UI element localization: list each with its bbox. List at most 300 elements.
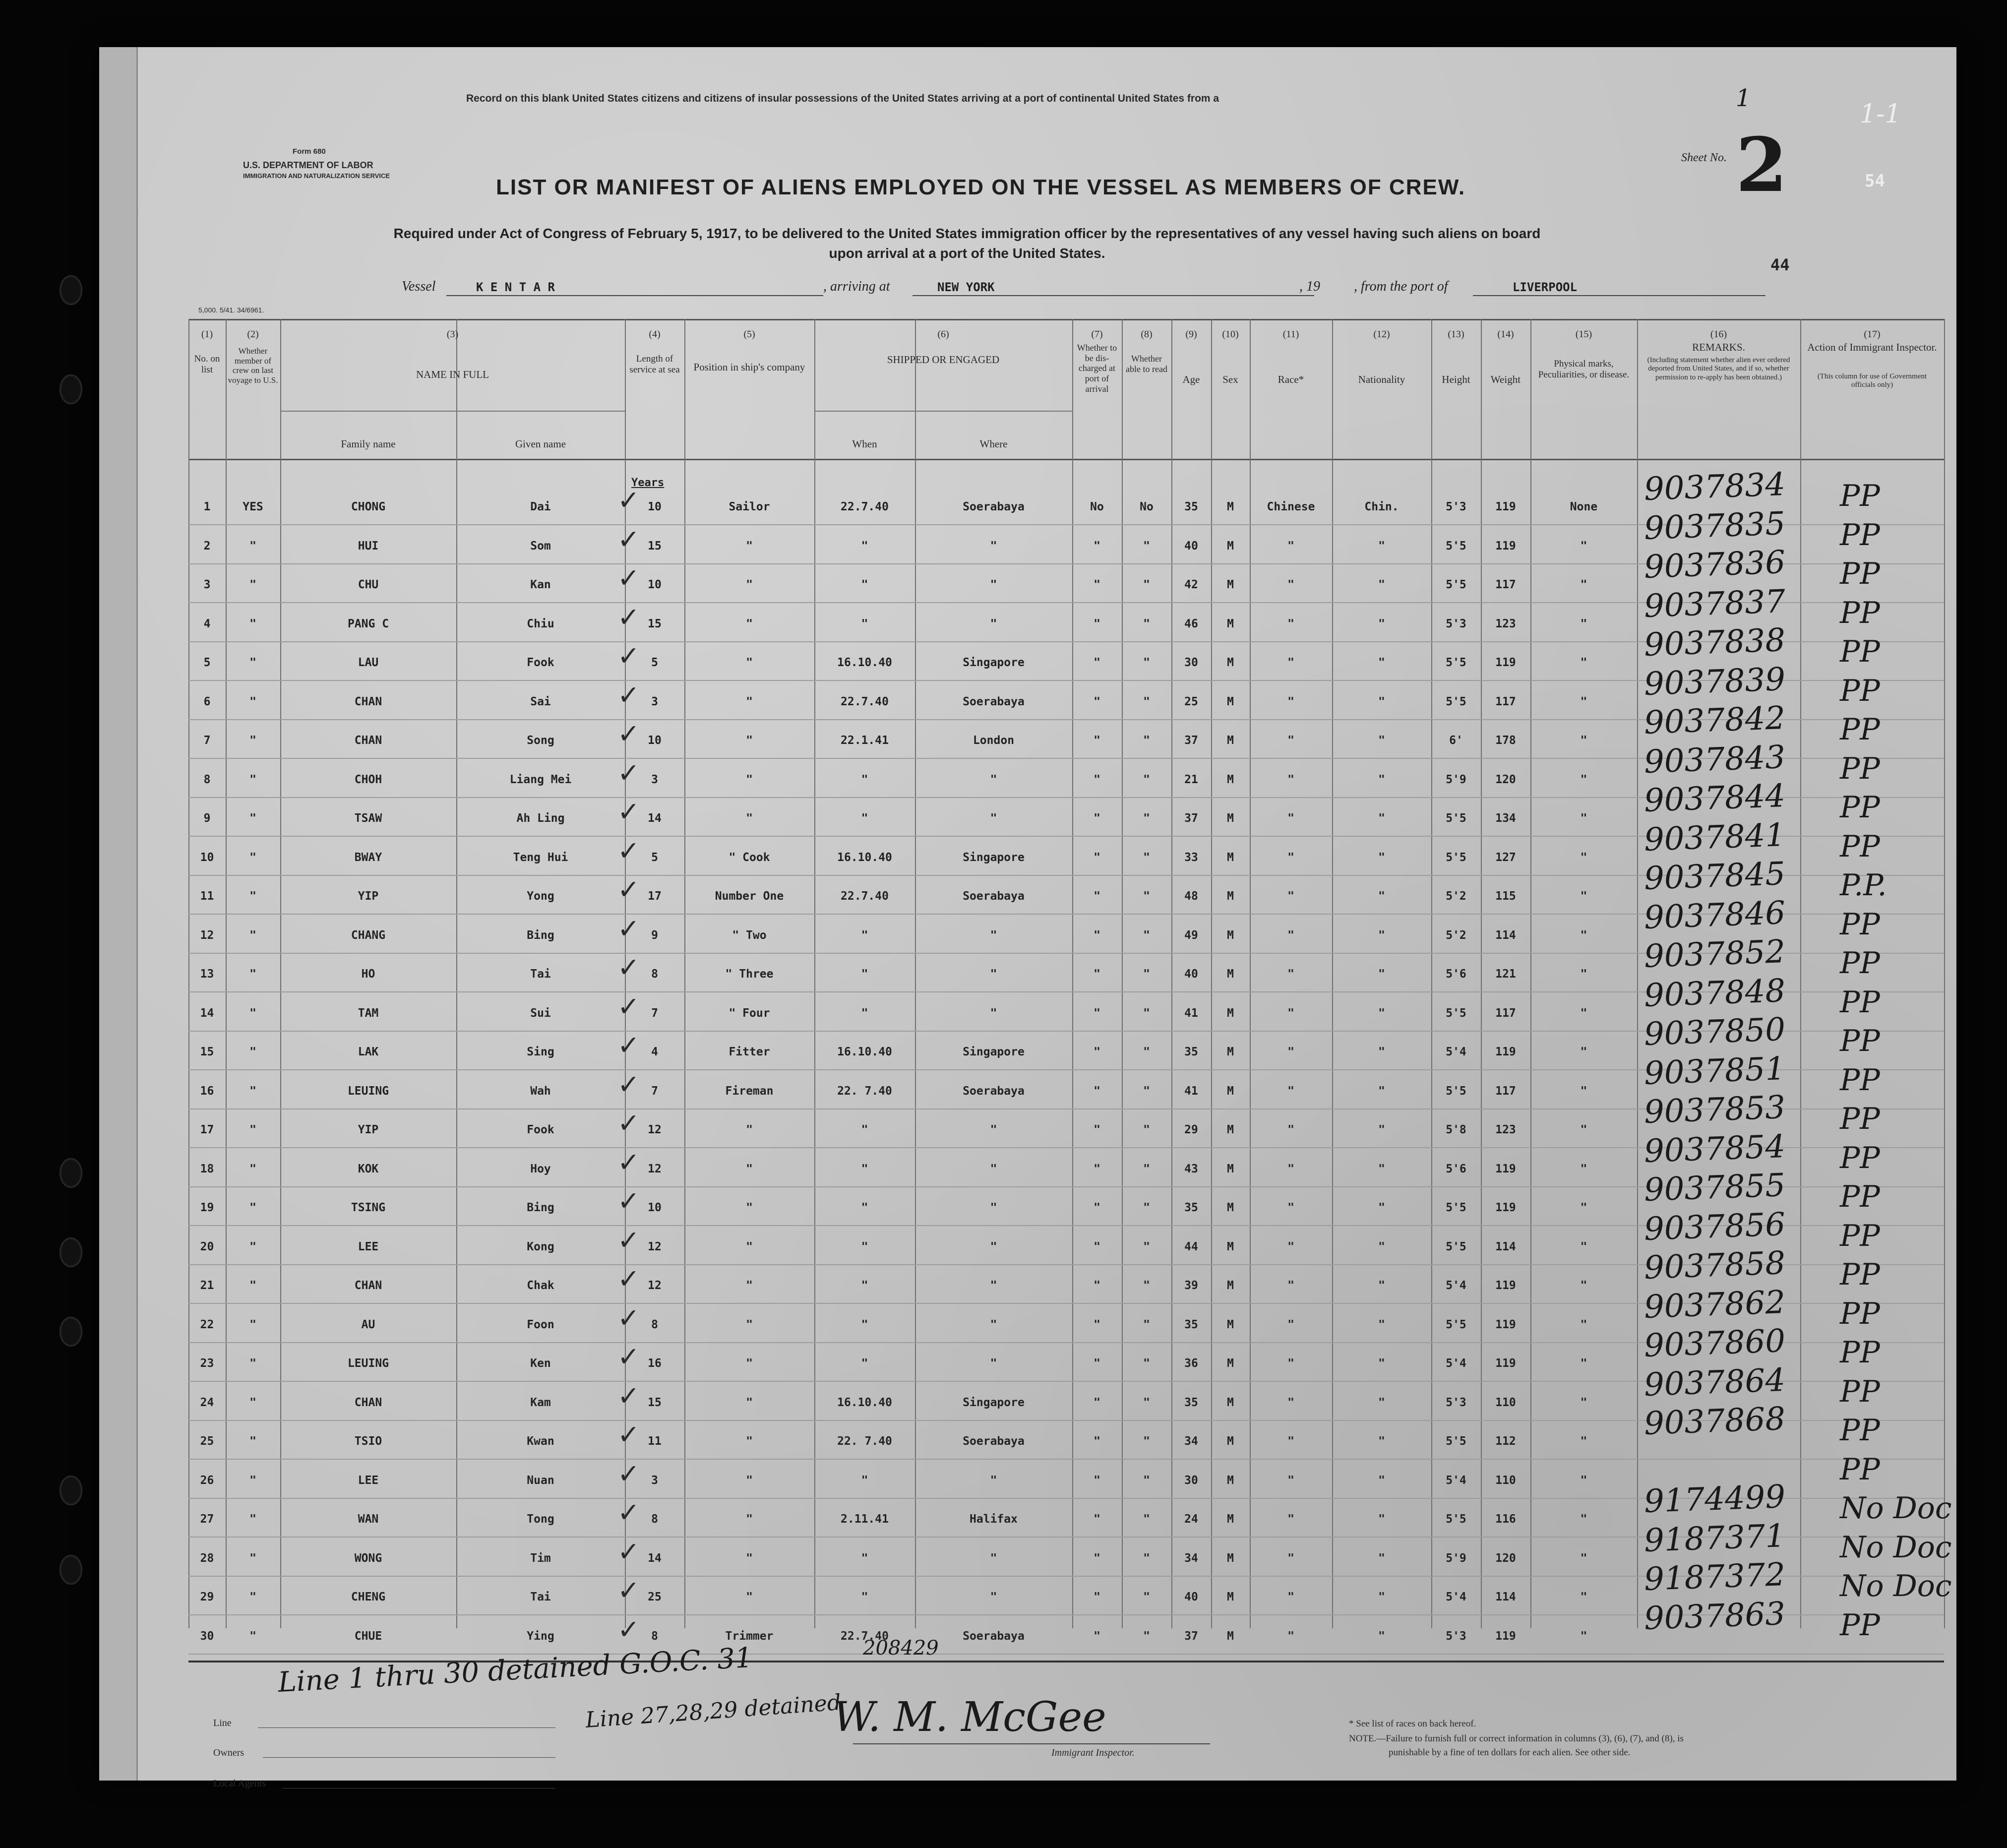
cell-sex: M (1227, 968, 1234, 981)
cell-shipped-where: " (990, 617, 997, 630)
cell-length-of-service: 14 (648, 812, 662, 825)
cell-age: 35 (1184, 1318, 1198, 1331)
cell-nationality: " (1378, 1006, 1385, 1020)
check-mark-icon: ✓ (617, 523, 640, 555)
header-previous-voyage: Whether member of crew on last voyage to U.S. (228, 346, 278, 385)
cell-age: 46 (1184, 617, 1198, 630)
colnum-4: (4) (649, 329, 661, 340)
cell-able-to-read: " (1143, 1357, 1150, 1370)
cell-row-number: 5 (203, 656, 211, 669)
cell-physical-marks: " (1580, 1551, 1587, 1565)
cell-age: 33 (1184, 851, 1198, 864)
cell-able-to-read: " (1143, 1318, 1150, 1331)
cell-row-number: 20 (200, 1240, 214, 1253)
cell-previous-voyage: " (249, 617, 256, 630)
cell-family-name: AU (361, 1318, 375, 1331)
cell-previous-voyage: " (249, 695, 256, 708)
cell-shipped-when: " (861, 1162, 868, 1175)
cell-shipped-when: " (861, 1201, 868, 1214)
cell-inspector-action: PP (1840, 1179, 1880, 1214)
cell-length-of-service: 9 (651, 928, 658, 942)
punch-hole (60, 1237, 82, 1267)
requirement-line-2: upon arrival at a port of the United States. (829, 246, 1105, 261)
cell-age: 48 (1184, 890, 1198, 903)
cell-length-of-service: 3 (651, 1474, 658, 1487)
cell-row-number: 23 (200, 1357, 214, 1370)
cell-physical-marks: " (1580, 968, 1587, 981)
cell-able-to-read: " (1143, 1474, 1150, 1487)
cell-shipped-where: " (990, 1474, 997, 1487)
cell-sex: M (1227, 1279, 1234, 1292)
cell-able-to-read: " (1143, 1551, 1150, 1565)
cell-shipped-when: " (861, 1357, 868, 1370)
cell-family-name: TSING (351, 1201, 386, 1214)
cell-age: 29 (1184, 1123, 1198, 1136)
cell-row-number: 30 (200, 1629, 214, 1643)
cell-sex: M (1227, 617, 1234, 630)
cell-race: " (1287, 578, 1294, 591)
cell-family-name: BWAY (354, 851, 382, 864)
cell-race: " (1287, 1006, 1294, 1020)
cell-position: " (746, 1357, 753, 1370)
cell-family-name: TSIO (354, 1435, 382, 1448)
check-mark-icon: ✓ (617, 796, 640, 827)
cell-physical-marks: " (1580, 851, 1587, 864)
line-label: Line (213, 1718, 232, 1728)
cell-height: 5'5 (1446, 1435, 1466, 1448)
cell-position: " (746, 1318, 753, 1331)
header-nationality: Nationality (1358, 373, 1405, 385)
header-where: Where (979, 438, 1008, 450)
cell-physical-marks: " (1580, 1474, 1587, 1487)
crew-table (188, 319, 1952, 1645)
margin-number-top: 54 (1865, 171, 1885, 191)
cell-nationality: " (1378, 539, 1385, 553)
cell-previous-voyage: " (249, 968, 256, 981)
cell-given-name: Bing (527, 1201, 554, 1214)
handwritten-detention-note-2: Line 27,28,29 detained (584, 1690, 842, 1733)
cell-nationality: " (1378, 968, 1385, 981)
cell-weight: 110 (1495, 1474, 1516, 1487)
cell-able-to-read: " (1143, 851, 1150, 864)
sheet-number: 2 (1736, 122, 1788, 209)
cell-previous-voyage: " (249, 851, 256, 864)
cell-height: 5'6 (1446, 968, 1466, 981)
cell-race: " (1287, 1046, 1294, 1058)
cell-shipped-where: " (990, 578, 997, 591)
colnum-9: (9) (1185, 329, 1197, 340)
cell-able-to-read: " (1143, 890, 1150, 903)
cell-remark-certificate: 9187372 (1643, 1556, 1786, 1598)
cell-row-number: 28 (200, 1551, 214, 1565)
cell-length-of-service: 12 (648, 1279, 662, 1292)
cell-given-name: Chak (527, 1279, 554, 1292)
cell-sex: M (1227, 1046, 1234, 1058)
cell-discharged: " (1094, 890, 1100, 903)
cell-shipped-where: Soerabaya (963, 890, 1025, 903)
cell-able-to-read: " (1143, 617, 1150, 630)
cell-inspector-action: PP (1840, 673, 1880, 708)
cell-able-to-read: " (1143, 1629, 1150, 1643)
cell-row-number: 19 (200, 1201, 214, 1214)
cell-physical-marks: " (1580, 1435, 1587, 1448)
cell-remark-certificate: 9037842 (1643, 700, 1786, 741)
cell-family-name: TAM (358, 1006, 379, 1020)
cell-previous-voyage: " (249, 890, 256, 903)
cell-inspector-action: PP (1840, 1374, 1880, 1409)
cell-age: 30 (1184, 656, 1198, 669)
colnum-7: (7) (1091, 329, 1103, 340)
cell-previous-voyage: " (249, 1396, 256, 1409)
cell-shipped-where: London (973, 734, 1015, 747)
cell-age: 35 (1184, 1046, 1198, 1058)
cell-height: 5'5 (1446, 695, 1466, 708)
cell-shipped-where: Soerabaya (963, 1629, 1025, 1643)
check-mark-icon: ✓ (617, 679, 640, 711)
cell-able-to-read: " (1143, 734, 1150, 747)
cell-sex: M (1227, 812, 1234, 825)
cell-sex: M (1227, 1318, 1234, 1331)
note-line-2: punishable by a fine of ten dollars for each alien. See other side. (1389, 1747, 1631, 1758)
cell-able-to-read: " (1143, 928, 1150, 942)
cell-discharged: " (1094, 812, 1100, 825)
cell-weight: 117 (1495, 578, 1516, 591)
cell-length-of-service: 17 (648, 890, 662, 903)
cell-length-of-service: 7 (651, 1006, 658, 1020)
header-position: Position in ship's company (693, 361, 805, 373)
cell-shipped-when: " (861, 1123, 868, 1136)
cell-shipped-when: 22. 7.40 (837, 1084, 892, 1098)
cell-weight: 119 (1495, 500, 1516, 513)
cell-height: 5'2 (1446, 890, 1466, 903)
cell-nationality: " (1378, 928, 1385, 942)
cell-length-of-service: 12 (648, 1240, 662, 1253)
cell-physical-marks: None (1570, 500, 1598, 513)
cell-weight: 114 (1495, 1591, 1516, 1603)
cell-age: 25 (1184, 695, 1198, 708)
cell-row-number: 29 (200, 1591, 214, 1603)
cell-length-of-service: 10 (648, 734, 662, 747)
cell-row-number: 2 (203, 539, 211, 553)
cell-row-number: 6 (203, 695, 211, 708)
cell-weight: 121 (1495, 968, 1516, 981)
cell-position: " (746, 578, 753, 591)
cell-given-name: Fook (527, 1123, 554, 1136)
cell-nationality: " (1378, 1551, 1385, 1565)
colnum-2: (2) (247, 329, 259, 340)
colnum-10: (10) (1222, 329, 1239, 340)
cell-given-name: Ying (527, 1629, 554, 1643)
cell-age: 40 (1184, 1591, 1198, 1603)
cell-weight: 123 (1495, 1123, 1516, 1136)
cell-weight: 123 (1495, 617, 1516, 630)
cell-length-of-service: 4 (651, 1046, 658, 1058)
cell-given-name: Tim (530, 1551, 551, 1565)
cell-given-name: Sai (530, 695, 551, 708)
cell-length-of-service: 25 (648, 1591, 662, 1603)
cell-age: 39 (1184, 1279, 1198, 1292)
cell-row-number: 8 (203, 773, 211, 786)
cell-nationality: " (1378, 1357, 1385, 1370)
cell-shipped-where: " (990, 1357, 997, 1370)
check-mark-icon: ✓ (617, 1341, 640, 1372)
margin-number-mid: 44 (1770, 255, 1790, 274)
cell-height: 5'5 (1446, 1201, 1466, 1214)
cell-race: " (1287, 1357, 1294, 1370)
cell-physical-marks: " (1580, 1162, 1587, 1175)
cell-shipped-where: " (990, 539, 997, 553)
cell-weight: 119 (1495, 1318, 1516, 1331)
cell-sex: M (1227, 695, 1234, 708)
cell-family-name: LEUING (347, 1357, 389, 1370)
cell-physical-marks: " (1580, 773, 1587, 786)
cell-weight: 119 (1495, 1629, 1516, 1643)
cell-age: 49 (1184, 928, 1198, 942)
cell-given-name: Teng Hui (513, 851, 568, 864)
cell-weight: 134 (1495, 812, 1516, 825)
punch-hole (60, 1158, 82, 1188)
cell-height: 5'2 (1446, 928, 1466, 942)
colnum-1: (1) (201, 329, 213, 340)
cell-remark-certificate: 9037845 (1643, 856, 1786, 897)
cell-length-of-service: 3 (651, 695, 658, 708)
cell-race: " (1287, 539, 1294, 553)
cell-row-number: 14 (200, 1006, 214, 1020)
header-able-to-read: Whether able to read (1126, 354, 1167, 374)
colnum-13: (13) (1448, 329, 1464, 340)
cell-nationality: " (1378, 1591, 1385, 1603)
cell-shipped-when: 16.10.40 (837, 1046, 892, 1058)
cell-shipped-when: " (861, 812, 868, 825)
form-number: Form 680 (293, 147, 326, 156)
cell-physical-marks: " (1580, 617, 1587, 630)
cell-able-to-read: " (1143, 1513, 1150, 1526)
cell-shipped-when: " (861, 1006, 868, 1020)
check-mark-icon: ✓ (617, 1224, 640, 1256)
check-mark-icon: ✓ (617, 601, 640, 633)
cell-discharged: " (1094, 1357, 1100, 1370)
cell-discharged: " (1094, 1474, 1100, 1487)
cell-row-number: 9 (203, 812, 211, 825)
cell-row-number: 24 (200, 1396, 214, 1409)
cell-remark-certificate: 9037855 (1643, 1167, 1786, 1209)
cell-inspector-action: No Doc (1840, 1530, 1952, 1565)
cell-discharged: " (1094, 1396, 1100, 1409)
departure-port: LIVERPOOL (1513, 280, 1578, 294)
cell-shipped-when: " (861, 1279, 868, 1292)
cell-family-name: CHENG (351, 1591, 386, 1603)
cell-age: 35 (1184, 500, 1198, 513)
cell-sex: M (1227, 773, 1234, 786)
cell-physical-marks: " (1580, 695, 1587, 708)
cell-discharged: " (1094, 1279, 1100, 1292)
cell-sex: M (1227, 1513, 1234, 1526)
cell-family-name: CHUE (354, 1629, 382, 1643)
cell-physical-marks: " (1580, 1629, 1587, 1643)
cell-weight: 119 (1495, 1357, 1516, 1370)
page-title: LIST OR MANIFEST OF ALIENS EMPLOYED ON THE VESSEL AS MEMBERS OF CREW. (496, 175, 1466, 199)
cell-height: 5'5 (1446, 1318, 1466, 1331)
cell-family-name: CHAN (354, 1279, 382, 1292)
cell-shipped-when: " (861, 617, 868, 630)
cell-shipped-when: 16.10.40 (837, 851, 892, 864)
cell-given-name: Sui (530, 1006, 551, 1020)
local-agents-label: Local Agents (213, 1778, 266, 1789)
cell-inspector-action: PP (1840, 790, 1880, 825)
cell-given-name: Liang Mei (509, 773, 572, 786)
requirement-line-1: Required under Act of Congress of February 5, 1917, to be delivered to the United States immigration officer by the representatives of any vessel having such aliens on board (393, 226, 1541, 241)
check-mark-icon: ✓ (617, 1068, 640, 1100)
cell-shipped-when: 22.7.40 (841, 890, 889, 903)
cell-able-to-read: " (1143, 1123, 1150, 1136)
cell-race: " (1287, 851, 1294, 864)
cell-sex: M (1227, 656, 1234, 669)
cell-age: 37 (1184, 1629, 1198, 1643)
cell-inspector-action: PP (1840, 712, 1880, 747)
cell-able-to-read: " (1143, 1046, 1150, 1058)
cell-remark-certificate: 9037843 (1643, 739, 1786, 781)
cell-inspector-action: PP (1840, 751, 1880, 786)
year-label: , 19 (1299, 279, 1320, 294)
cell-previous-voyage: " (249, 1318, 256, 1331)
cell-inspector-action: PP (1840, 1296, 1880, 1331)
cell-inspector-action: No Doc (1840, 1491, 1952, 1526)
cell-previous-voyage: " (249, 1162, 256, 1175)
check-mark-icon: ✓ (617, 1536, 640, 1567)
cell-given-name: Nuan (527, 1474, 554, 1487)
cell-height: 5'5 (1446, 812, 1466, 825)
cell-sex: M (1227, 851, 1234, 864)
cell-discharged: " (1094, 1591, 1100, 1603)
cell-nationality: " (1378, 1240, 1385, 1253)
manifest-sheet (99, 47, 1956, 1789)
cell-position: " (746, 812, 753, 825)
cell-nationality: " (1378, 617, 1385, 630)
cell-length-of-service: 15 (648, 539, 662, 553)
cell-inspector-action: PP (1840, 1102, 1880, 1136)
cell-position: Number One (715, 890, 784, 903)
cell-inspector-action: P.P. (1840, 868, 1887, 903)
cell-family-name: PANG C (347, 617, 389, 630)
vessel-label: Vessel (402, 279, 436, 294)
cell-remark-certificate: 9037863 (1643, 1595, 1786, 1637)
cell-row-number: 27 (200, 1513, 214, 1526)
cell-inspector-action: PP (1840, 1062, 1880, 1098)
cell-nationality: Chin. (1364, 500, 1399, 513)
cell-given-name: Sing (527, 1046, 554, 1058)
check-mark-icon: ✓ (617, 913, 640, 944)
cell-length-of-service: 14 (648, 1551, 662, 1565)
cell-inspector-action: PP (1840, 829, 1880, 864)
cell-weight: 117 (1495, 1084, 1516, 1098)
cell-remark-certificate: 9037856 (1643, 1206, 1786, 1248)
cell-height: 5'9 (1446, 773, 1466, 786)
check-mark-icon: ✓ (617, 718, 640, 749)
cell-physical-marks: " (1580, 1046, 1587, 1058)
cell-able-to-read: " (1143, 1162, 1150, 1175)
cell-length-of-service: 16 (648, 1357, 662, 1370)
cell-weight: 116 (1495, 1513, 1516, 1526)
cell-shipped-where: " (990, 812, 997, 825)
cell-sex: M (1227, 890, 1234, 903)
cell-race: " (1287, 1513, 1294, 1526)
cell-shipped-where: " (990, 928, 997, 942)
cell-family-name: CHAN (354, 695, 382, 708)
cell-remark-certificate: 9037837 (1643, 583, 1786, 625)
cell-age: 30 (1184, 1474, 1198, 1487)
cell-shipped-where: " (990, 773, 997, 786)
races-note: * See list of races on back hereof. (1349, 1719, 1476, 1729)
cell-race: " (1287, 1279, 1294, 1292)
cell-family-name: CHAN (354, 1396, 382, 1409)
cell-nationality: " (1378, 1279, 1385, 1292)
cell-previous-voyage: " (249, 1123, 256, 1136)
cell-given-name: Hoy (530, 1162, 551, 1175)
cell-previous-voyage: " (249, 773, 256, 786)
cell-physical-marks: " (1580, 1513, 1587, 1526)
cell-previous-voyage: " (249, 1591, 256, 1603)
cell-physical-marks: " (1580, 1123, 1587, 1136)
cell-family-name: CHANG (351, 928, 386, 942)
cell-sex: M (1227, 1551, 1234, 1565)
cell-race: " (1287, 968, 1294, 981)
cell-weight: 119 (1495, 1162, 1516, 1175)
header-height: Height (1442, 373, 1470, 385)
cell-shipped-when: " (861, 1591, 868, 1603)
cell-age: 42 (1184, 578, 1198, 591)
cell-race: " (1287, 734, 1294, 747)
cell-inspector-action: PP (1840, 1024, 1880, 1058)
cell-family-name: HUI (358, 539, 379, 553)
cell-nationality: " (1378, 851, 1385, 864)
header-remarks: REMARKS. (1692, 341, 1745, 353)
cell-row-number: 16 (200, 1084, 214, 1098)
cell-discharged: " (1094, 1435, 1100, 1448)
cell-shipped-when: 2.11.41 (841, 1513, 889, 1526)
cell-discharged: " (1094, 1046, 1100, 1058)
cell-given-name: Yong (527, 890, 554, 903)
cell-sex: M (1227, 1474, 1234, 1487)
cell-shipped-where: Singapore (963, 1396, 1025, 1409)
cell-race: " (1287, 1084, 1294, 1098)
cell-able-to-read: " (1143, 539, 1150, 553)
cell-discharged: " (1094, 1513, 1100, 1526)
cell-family-name: WAN (358, 1513, 379, 1526)
cell-shipped-when: 16.10.40 (837, 656, 892, 669)
check-mark-icon: ✓ (617, 1497, 640, 1528)
cell-discharged: " (1094, 1201, 1100, 1214)
cell-shipped-where: Soerabaya (963, 500, 1025, 513)
cell-height: 5'5 (1446, 656, 1466, 669)
cell-weight: 114 (1495, 928, 1516, 942)
cell-height: 5'4 (1446, 1279, 1466, 1292)
cell-remark-certificate: 9037838 (1643, 622, 1786, 664)
check-mark-icon: ✓ (617, 562, 640, 594)
cell-inspector-action: PP (1840, 1413, 1880, 1448)
cell-given-name: Kam (530, 1396, 551, 1409)
cell-height: 5'4 (1446, 1357, 1466, 1370)
cell-age: 36 (1184, 1357, 1198, 1370)
header-discharged: Whether to be dis-charged at port of arrival (1077, 343, 1117, 394)
cell-age: 40 (1184, 539, 1198, 553)
cell-race: " (1287, 1551, 1294, 1565)
arriving-label: , arriving at (823, 279, 890, 294)
cell-shipped-where: Singapore (963, 656, 1025, 669)
cell-inspector-action: PP (1840, 595, 1880, 630)
cell-height: 5'8 (1446, 1123, 1466, 1136)
cell-discharged: " (1094, 1084, 1100, 1098)
cell-discharged: " (1094, 1006, 1100, 1020)
